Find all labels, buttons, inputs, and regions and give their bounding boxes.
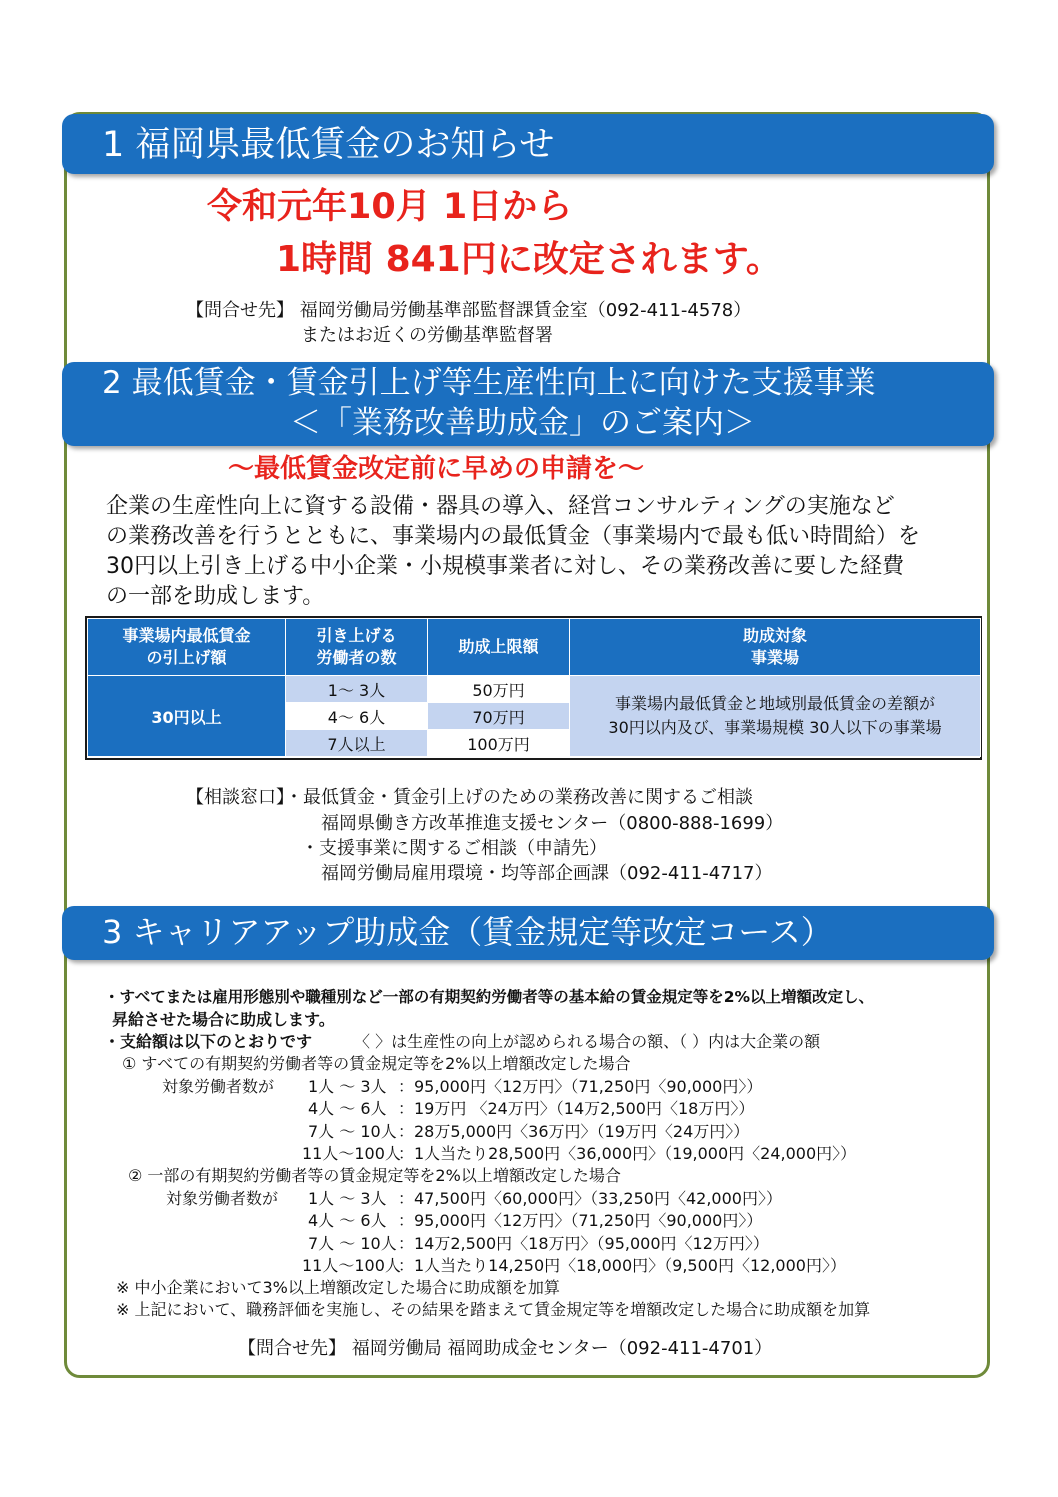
target-line2: 30円以内及び、事業場規模 30人以下の事業場 (608, 718, 942, 737)
case2-amount-1: ：47,500円〈60,000円〉（33,250円〈42,000円〉） (398, 1189, 782, 1208)
header-target: 助成対象 事業場 (570, 619, 981, 676)
note-2: ※ 上記において、職務評価を実施し、その結果を踏まえて賃金規定等を増額改定した場合に助成額を加算 (116, 1300, 871, 1319)
section3-title: 3 キャリアアップ助成金（賃金規定等改定コース） (102, 913, 833, 951)
case1-range-2: 4人 ～ 6人 (308, 1099, 387, 1118)
section2-subheading: ～最低賃金改定前に早めの申請を～ (228, 454, 645, 484)
table-header-row (88, 619, 981, 676)
section2-body-line3: 30円以上引き上げる中小企業・小規模事業者に対し、その業務改善に要した経費 (106, 554, 904, 579)
section3-intro-line2: 昇給させた場合に助成します。 (112, 1010, 335, 1029)
section3-pay-label: ・支給額は以下のとおりです (104, 1032, 313, 1051)
limit-cell: 100万円 (428, 730, 570, 757)
section2-title-line1: 2 最低賃金・賃金引上げ等生産性向上に向けた支援事業 (102, 365, 876, 401)
case1-amount-2: ：19万円 〈24万円〉（14万2,500円〈18万円〉） (398, 1099, 755, 1118)
section2-body-line4: の一部を助成します。 (106, 584, 325, 609)
case1-range-1: 1人 ～ 3人 (308, 1077, 387, 1096)
note-1: ※ 中小企業において3%以上増額改定した場合に助成額を加算 (116, 1278, 560, 1297)
section1-title: 1 福岡県最低賃金のお知らせ (102, 125, 555, 165)
case2-title: ② 一部の有期契約労働者等の賃金規定等を2%以上増額改定した場合 (128, 1166, 621, 1185)
case2-range-2: 4人 ～ 6人 (308, 1211, 387, 1230)
raise-amount-cell: 30円以上 (88, 676, 286, 757)
section3-pay-note: 〈 〉は生産性の向上が認められる場合の額、（ ）内は大企業の額 (354, 1032, 821, 1051)
case2-range-3: 7人 ～ 10人 (308, 1234, 397, 1253)
workers-cell: 4～ 6人 (286, 703, 428, 730)
target-cell (570, 676, 981, 757)
case1-title: ① すべての有期契約労働者等の賃金規定等を2%以上増額改定した場合 (122, 1054, 631, 1073)
consult-line1: 【相談窓口】・最低賃金・賃金引上げのための業務改善に関するご相談 (186, 787, 753, 808)
section3-intro-line1: ・すべてまたは雇用形態別や職種別など一部の有期契約労働者等の基本給の賃金規定等を2%以上増額改定し、 (104, 988, 875, 1006)
case2-range-1: 1人 ～ 3人 (308, 1189, 387, 1208)
section2-body-line1: 企業の生産性向上に資する設備・器具の導入、経営コンサルティングの実施など (106, 494, 895, 519)
case2-amount-2: ：95,000円〈12万円〉（71,250円〈90,000円〉） (398, 1211, 763, 1230)
case1-amount-4: ：1人当たり28,500円〈36,000円〉（19,000円〈24,000円〉） (398, 1144, 857, 1163)
case1-workers-label: 対象労働者数が (162, 1077, 275, 1096)
table-row (88, 676, 981, 703)
case1-amount-3: ：28万5,000円〈36万円〉（19万円〈24万円〉） (398, 1122, 750, 1141)
case2-workers-label: 対象労働者数が (166, 1189, 279, 1208)
subsidy-table (87, 618, 981, 757)
section3-contact: 【問合せ先】 福岡労働局 福岡助成金センター（092-411-4701） (238, 1338, 773, 1359)
limit-cell: 50万円 (428, 676, 570, 703)
target-line1: 事業場内最低賃金と地域別最低賃金の差額が (614, 694, 935, 713)
section2-header-band (62, 362, 994, 446)
header-raise-amount: 事業場内最低賃金 の引上げ額 (88, 619, 286, 676)
section1-contact-line1: 【問合せ先】 福岡労働局労働基準部監督課賃金室（092-411-4578） (186, 300, 752, 321)
section1-headline-line2: 1時間 841円に改定されます。 (276, 239, 782, 280)
case2-range-4: 11人～100人 (302, 1256, 401, 1275)
consult-line2: 福岡県働き方改革推進支援センター（0800-888-1699） (321, 813, 784, 834)
consult-line4: 福岡労働局雇用環境・均等部企画課（092-411-4717） (321, 863, 773, 884)
case1-range-3: 7人 ～ 10人 (308, 1122, 397, 1141)
case1-range-4: 11人～100人 (302, 1144, 401, 1163)
workers-cell: 7人以上 (286, 730, 428, 757)
section2-body-line2: の業務改善を行うとともに、事業場内の最低賃金（事業場内で最も低い時間給）を (106, 524, 921, 549)
case2-amount-3: ：14万2,500円〈18万円〉（95,000円〈12万円〉） (398, 1234, 769, 1253)
section1-header-band (62, 114, 994, 174)
section3-header-band (62, 906, 994, 960)
case1-amount-1: ：95,000円〈12万円〉（71,250円〈90,000円〉） (398, 1077, 763, 1096)
section1-contact-line2: またはお近くの労働基準監督署 (301, 325, 553, 346)
workers-cell: 1～ 3人 (286, 676, 428, 703)
header-workers: 引き上げる 労働者の数 (286, 619, 428, 676)
header-limit: 助成上限額 (428, 619, 570, 676)
consult-line3: ・支援事業に関するご相談（申請先） (301, 838, 607, 859)
section2-title-line2: ＜「業務改善助成金」のご案内＞ (290, 405, 755, 441)
case2-amount-4: ：1人当たり14,250円〈18,000円〉（9,500円〈12,000円〉） (398, 1256, 846, 1275)
section1-headline-line1: 令和元年10月 1日から (207, 187, 573, 227)
limit-cell: 70万円 (428, 703, 570, 730)
